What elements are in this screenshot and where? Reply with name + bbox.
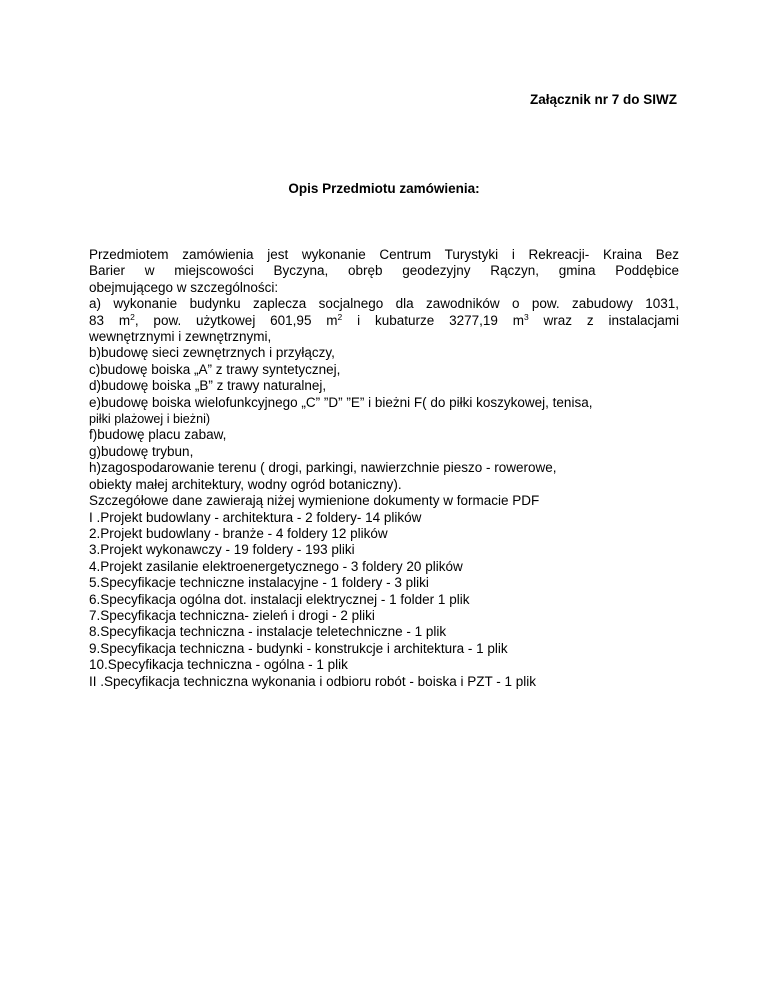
superscript-2: 2 <box>130 311 135 322</box>
item-a-line-1: a) wykonanie budynku zaplecza socjalnego dla zawodników o pow. zabudowy 1031, <box>89 296 679 312</box>
page-title: Opis Przedmiotu zamówienia: <box>288 181 480 196</box>
intro-line-1: Przedmiotem zamówienia jest wykonanie Centrum Turystyki i Rekreacji- Kraina Bez <box>89 247 679 262</box>
superscript-3: 3 <box>523 311 529 322</box>
item-a-text-1: 83 m <box>89 312 131 328</box>
item-a-line-2 <box>89 313 679 329</box>
document-body <box>89 247 679 690</box>
item-b: b)budowę sieci zewnętrznych i przyłączy, <box>89 345 335 361</box>
annex-label: Załącznik nr 7 do SIWZ <box>529 92 677 107</box>
document-item: 6.Specyfikacja ogólna dot. instalacji elektrycznej - 1 folder 1 plik <box>89 591 470 607</box>
documents-intro: Szczegółowe dane zawierają niżej wymienione dokumenty w formacie PDF <box>89 493 540 509</box>
documents-list <box>89 510 679 690</box>
item-h-line-1: h)zagospodarowanie terenu ( drogi, parkingi, nawierzchnie pieszo - rowerowe, <box>89 460 557 476</box>
document-item: 9.Specyfikacja techniczna - budynki - konstrukcje i architektura - 1 plik <box>89 640 508 656</box>
superscript-2: 2 <box>337 311 343 322</box>
item-d: d)budowę boiska „B” z trawy naturalnej, <box>89 378 327 394</box>
document-item: II .Specyfikacja techniczna wykonania i odbioru robót - boiska i PZT - 1 plik <box>89 673 536 689</box>
document-item: I .Projekt budowlany - architektura - 2 foldery- 14 plików <box>89 509 422 525</box>
intro-line-3: obejmującego w szczególności: <box>89 279 279 295</box>
item-a-text-2: , pow. użytkowej 601,95 m <box>134 312 338 328</box>
item-c: c)budowę boiska „A” z trawy syntetycznej, <box>89 361 341 377</box>
document-item: 2.Projekt budowlany - branże - 4 foldery 12 plików <box>89 525 388 541</box>
document-item: 7.Specyfikacja techniczna- zieleń i drogi - 2 pliki <box>89 607 375 623</box>
item-g: g)budowę trybun, <box>89 443 194 459</box>
item-e-line-2: piłki plażowej i bieżni) <box>89 412 211 427</box>
item-a-text-4: wraz z instalacjami <box>528 312 680 328</box>
item-f: f)budowę placu zabaw, <box>89 427 227 443</box>
document-item: 5.Specyfikacje techniczne instalacyjne - 1 foldery - 3 pliki <box>89 575 429 591</box>
item-e-line-1: e)budowę boiska wielofunkcyjnego „C” ”D” ”E” i bieżni F( do piłki koszykowej, tenisa, <box>89 394 593 410</box>
item-a-line-3: wewnętrznymi i zewnętrznymi, <box>89 329 272 345</box>
document-item: 8.Specyfikacja techniczna - instalacje teletechniczne - 1 plik <box>89 624 447 640</box>
item-a-text-3: i kubaturze 3277,19 m <box>342 312 524 328</box>
item-h-line-2: obiekty małej architektury, wodny ogród botaniczny). <box>89 476 402 492</box>
document-item: 4.Projekt zasilanie elektroenergetycznego - 3 foldery 20 plików <box>89 558 463 574</box>
document-item: 10.Specyfikacja techniczna - ogólna - 1 plik <box>89 657 348 673</box>
intro-line-2: Barier w miejscowości Byczyna, obręb geodezyjny Rączyn, gmina Poddębice <box>89 263 679 279</box>
document-item: 3.Projekt wykonawczy - 19 foldery - 193 pliki <box>89 542 355 558</box>
